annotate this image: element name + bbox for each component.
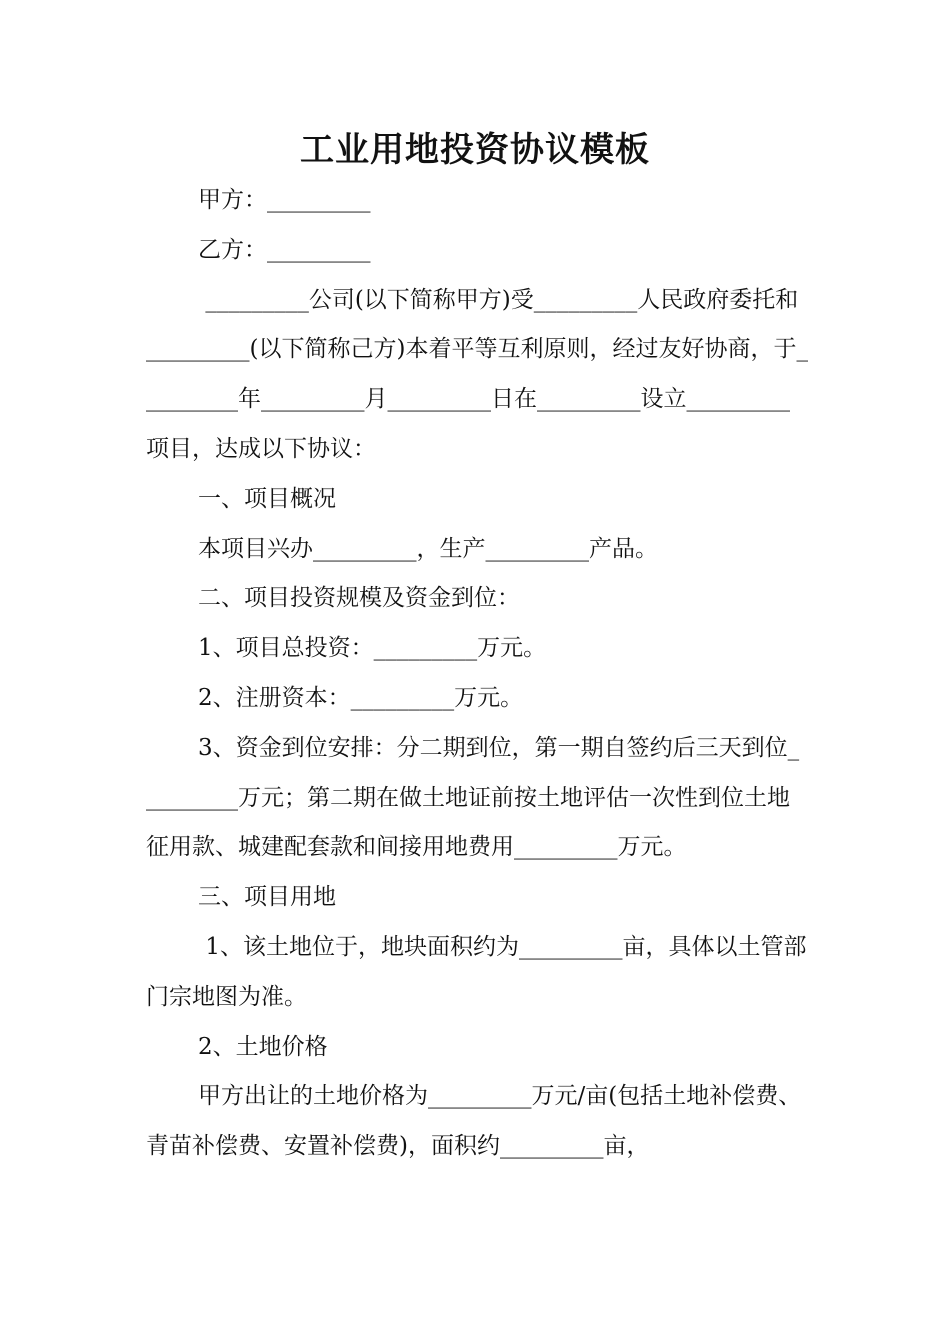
overview-paragraph: 本项目兴办_________，生产_________产品。 [198, 535, 658, 562]
intro-paragraph: _________公司(以下简称甲方)受_________人民政府委托和_________(以下简称己方)本着平等互利原则，经过友好协商，于_________年_________月_________日在_________设立_________项目，达成以下协议： [146, 286, 808, 462]
land-item-location: 1、该土地位于，地块面积约为_________亩，具体以土管部门宗地图为准。 [146, 933, 807, 1010]
investment-item-capital: 2、注册资本：_________万元。 [198, 684, 524, 711]
party-b-line: 乙方：_________ [198, 236, 371, 263]
land-item-price-heading: 2、土地价格 [198, 1033, 328, 1060]
investment-item-schedule: 3、资金到位安排：分二期到位，第一期自签约后三天到位_________万元；第二期在做土地证前按土地评估一次性到位土地征用款、城建配套款和间接用地费用_________万元。 [146, 734, 800, 861]
section-heading-land: 三、项目用地 [198, 884, 336, 911]
section-heading-investment: 二、项目投资规模及资金到位： [198, 585, 520, 612]
party-a-line: 甲方：_________ [198, 187, 371, 213]
section-heading-overview: 一、项目概况 [198, 485, 336, 512]
document-title: 工业用地投资协议模板 [300, 130, 650, 170]
document-body [146, 176, 808, 1172]
land-price-paragraph: 甲方出让的土地价格为_________万元/亩(包括土地补偿费、青苗补偿费、安置补偿费)，面积约_________亩， [146, 1083, 802, 1160]
investment-item-total: 1、项目总投资：_________万元。 [198, 635, 547, 662]
